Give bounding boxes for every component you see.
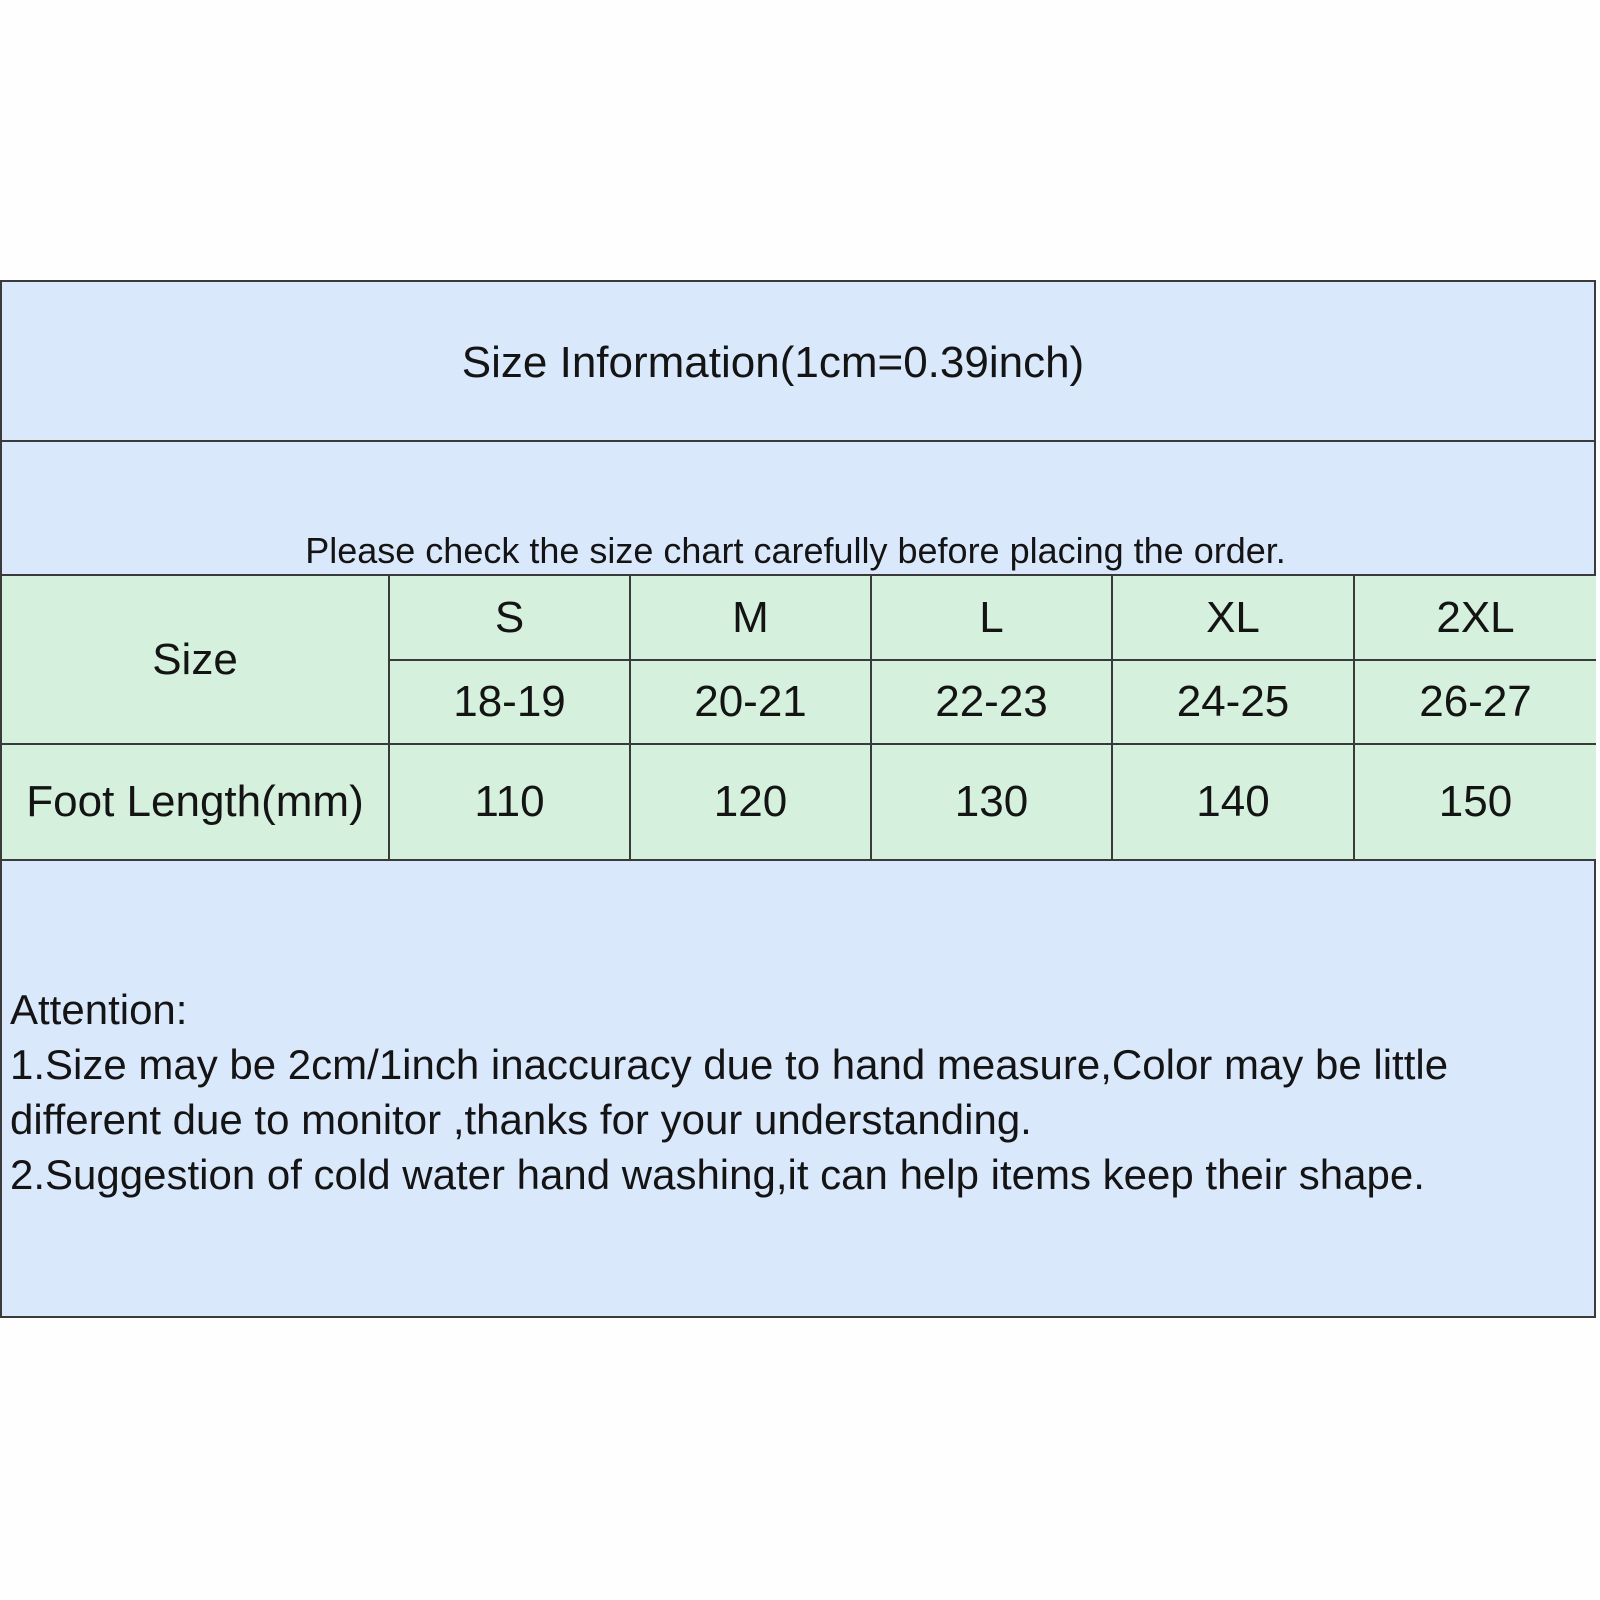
size-cell-l: L — [871, 576, 1112, 660]
range-cell-2xl: 26-27 — [1354, 660, 1596, 744]
foot-length-cell-l: 130 — [871, 744, 1112, 860]
range-cell-m: 20-21 — [630, 660, 871, 744]
size-table — [2, 576, 1596, 861]
foot-length-cell-2xl: 150 — [1354, 744, 1596, 860]
range-cell-s: 18-19 — [389, 660, 630, 744]
size-cell-xl: XL — [1112, 576, 1354, 660]
size-cell-s: S — [389, 576, 630, 660]
order-notice: Please check the size chart carefully before placing the order. — [305, 530, 1286, 571]
size-info-sheet — [0, 280, 1596, 1318]
range-cell-l: 22-23 — [871, 660, 1112, 744]
foot-length-cell-xl: 140 — [1112, 744, 1354, 860]
size-info-title: Size Information(1cm=0.39inch) — [461, 338, 1085, 387]
notice-row — [2, 442, 1594, 576]
attention-notes — [10, 982, 1580, 1202]
attention-heading: Attention: — [10, 986, 188, 1033]
range-cell-xl: 24-25 — [1112, 660, 1354, 744]
size-cell-m: M — [630, 576, 871, 660]
table-row — [2, 576, 1596, 660]
size-label-cell: Size — [2, 576, 389, 744]
attention-note-2: 2.Suggestion of cold water hand washing,it can help items keep their shape. — [10, 1151, 1425, 1198]
table-row — [2, 744, 1596, 860]
foot-length-cell-s: 110 — [389, 744, 630, 860]
foot-length-cell-m: 120 — [630, 744, 871, 860]
size-cell-2xl: 2XL — [1354, 576, 1596, 660]
header-row — [2, 282, 1594, 442]
attention-note-1: 1.Size may be 2cm/1inch inaccuracy due to hand measure,Color may be little different due to monitor ,thanks for your understanding. — [10, 1041, 1449, 1143]
foot-length-label-cell: Foot Length(mm) — [2, 744, 389, 860]
